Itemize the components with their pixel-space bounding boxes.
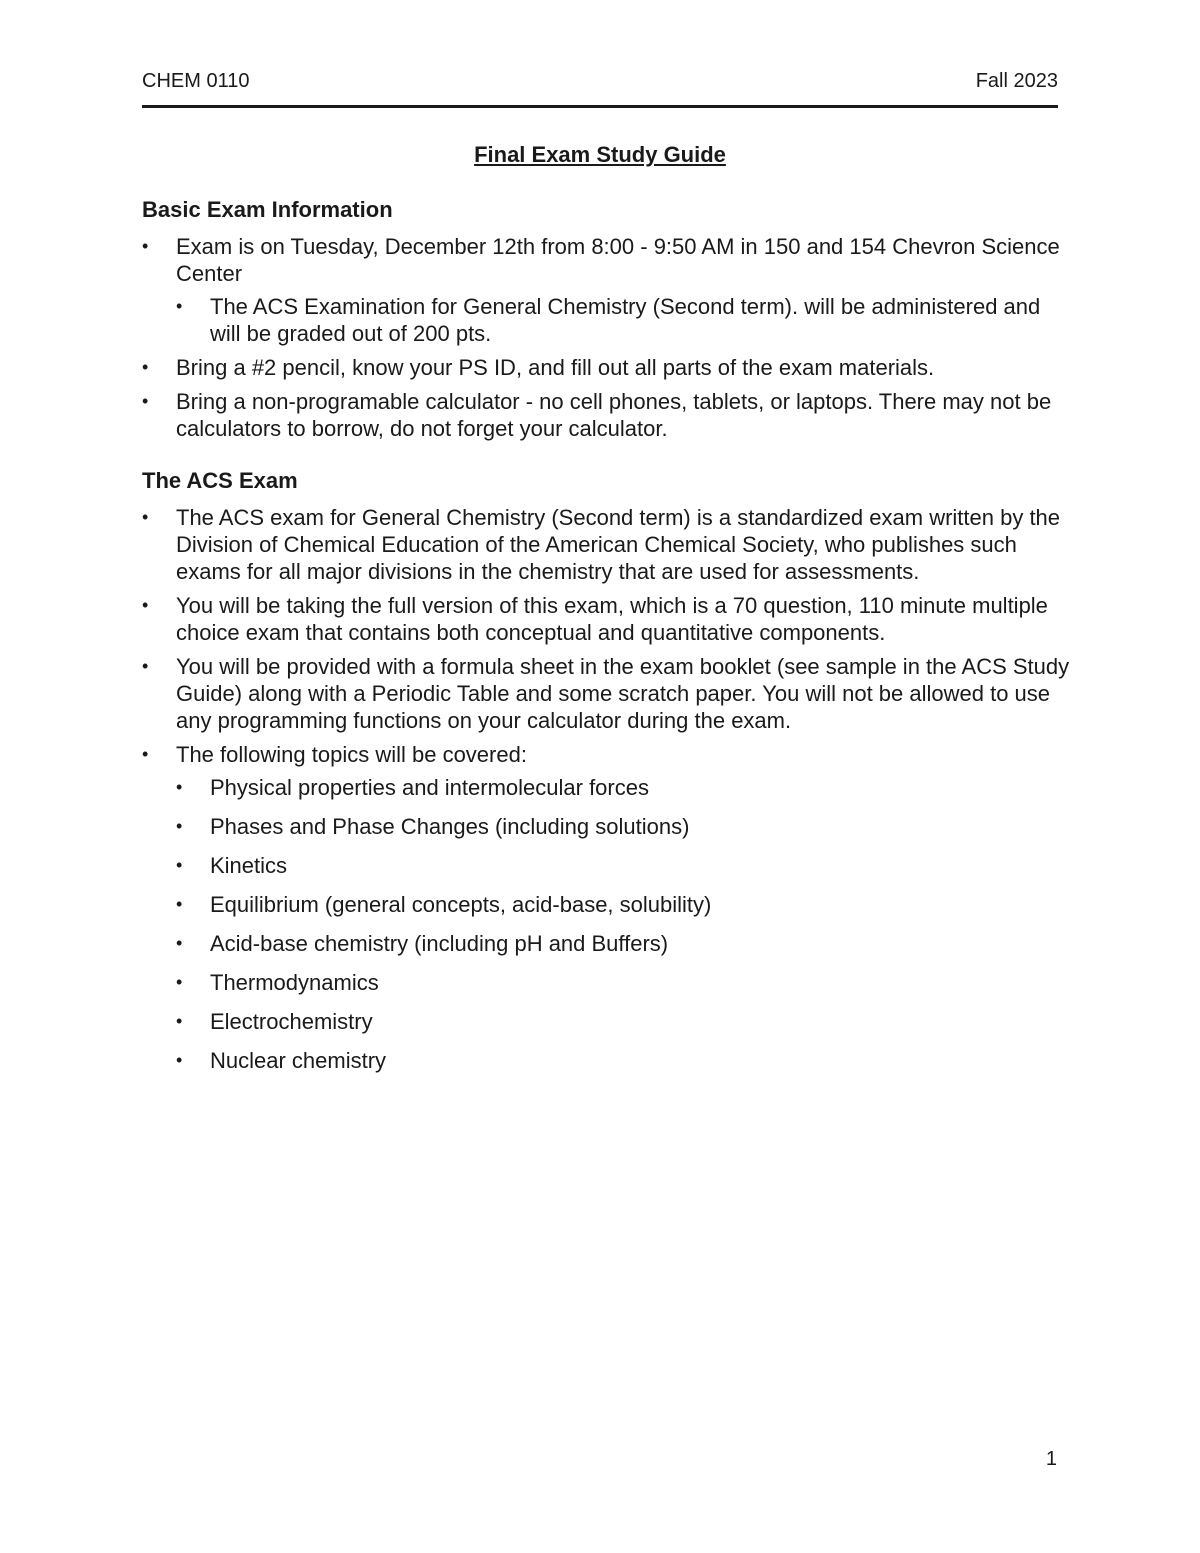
list-item-text: You will be taking the full version of this exam, which is a 70 question, 110 minute multiple choice exam that contains both conceptual and quantitative components.	[176, 593, 1048, 645]
document-body	[142, 196, 1072, 1086]
list-item	[142, 592, 1072, 646]
basic-info-list	[142, 233, 1072, 442]
topics-list	[176, 774, 1072, 1074]
topic-item: • Thermodynamics	[176, 969, 1072, 996]
section-heading-acs-exam: The ACS Exam	[142, 468, 298, 493]
page-title: Final Exam Study Guide	[474, 142, 726, 167]
list-item	[142, 653, 1072, 734]
list-item-text: The ACS Examination for General Chemistry (Second term). will be administered and will be graded out of 200 pts.	[210, 294, 1041, 346]
section-heading-basic-info: Basic Exam Information	[142, 197, 393, 222]
list-item	[142, 388, 1072, 442]
page-header	[142, 70, 1058, 94]
acs-exam-list	[142, 504, 1072, 1074]
list-item	[142, 354, 1072, 381]
topic-item: • Nuclear chemistry	[176, 1047, 1072, 1074]
list-item-text: Bring a non-programable calculator - no cell phones, tablets, or laptops. There may not be calculators to borrow, do not forget your calculator.	[176, 389, 1052, 441]
topic-item: • Phases and Phase Changes (including solutions)	[176, 813, 1072, 840]
list-item-text: Bring a #2 pencil, know your PS ID, and fill out all parts of the exam materials.	[176, 355, 935, 380]
list-item	[176, 293, 1072, 347]
list-item	[142, 741, 1072, 1074]
page-number: 1	[1045, 1448, 1057, 1470]
topic-item: • Acid-base chemistry (including pH and Buffers)	[176, 930, 1072, 957]
topic-item: • Physical properties and intermolecular forces	[176, 774, 1072, 801]
topic-item: • Electrochemistry	[176, 1008, 1072, 1035]
list-item-text: The ACS exam for General Chemistry (Second term) is a standardized exam written by the Division of Chemical Education of the American Chemical Society, who publishes such exams for all major divisions in the chemistry that are used for assessments.	[176, 505, 1061, 584]
list-item-text: Exam is on Tuesday, December 12th from 8:00 - 9:50 AM in 150 and 154 Chevron Science Center	[176, 234, 1060, 286]
list-item	[142, 504, 1072, 585]
list-item-text: You will be provided with a formula sheet in the exam booklet (see sample in the ACS Study Guide) along with a Periodic Table and some scratch paper. You will not be allowed to use any programming functions on your calculator during the exam.	[176, 654, 1070, 733]
term: Fall 2023	[975, 70, 1058, 92]
header-rule	[142, 105, 1058, 108]
course-code: CHEM 0110	[142, 70, 250, 92]
topic-item: • Equilibrium (general concepts, acid-base, solubility)	[176, 891, 1072, 918]
sub-list	[176, 293, 1072, 347]
list-item	[142, 233, 1072, 347]
topic-item: • Kinetics	[176, 852, 1072, 879]
list-item-text: The following topics will be covered:	[176, 742, 527, 767]
